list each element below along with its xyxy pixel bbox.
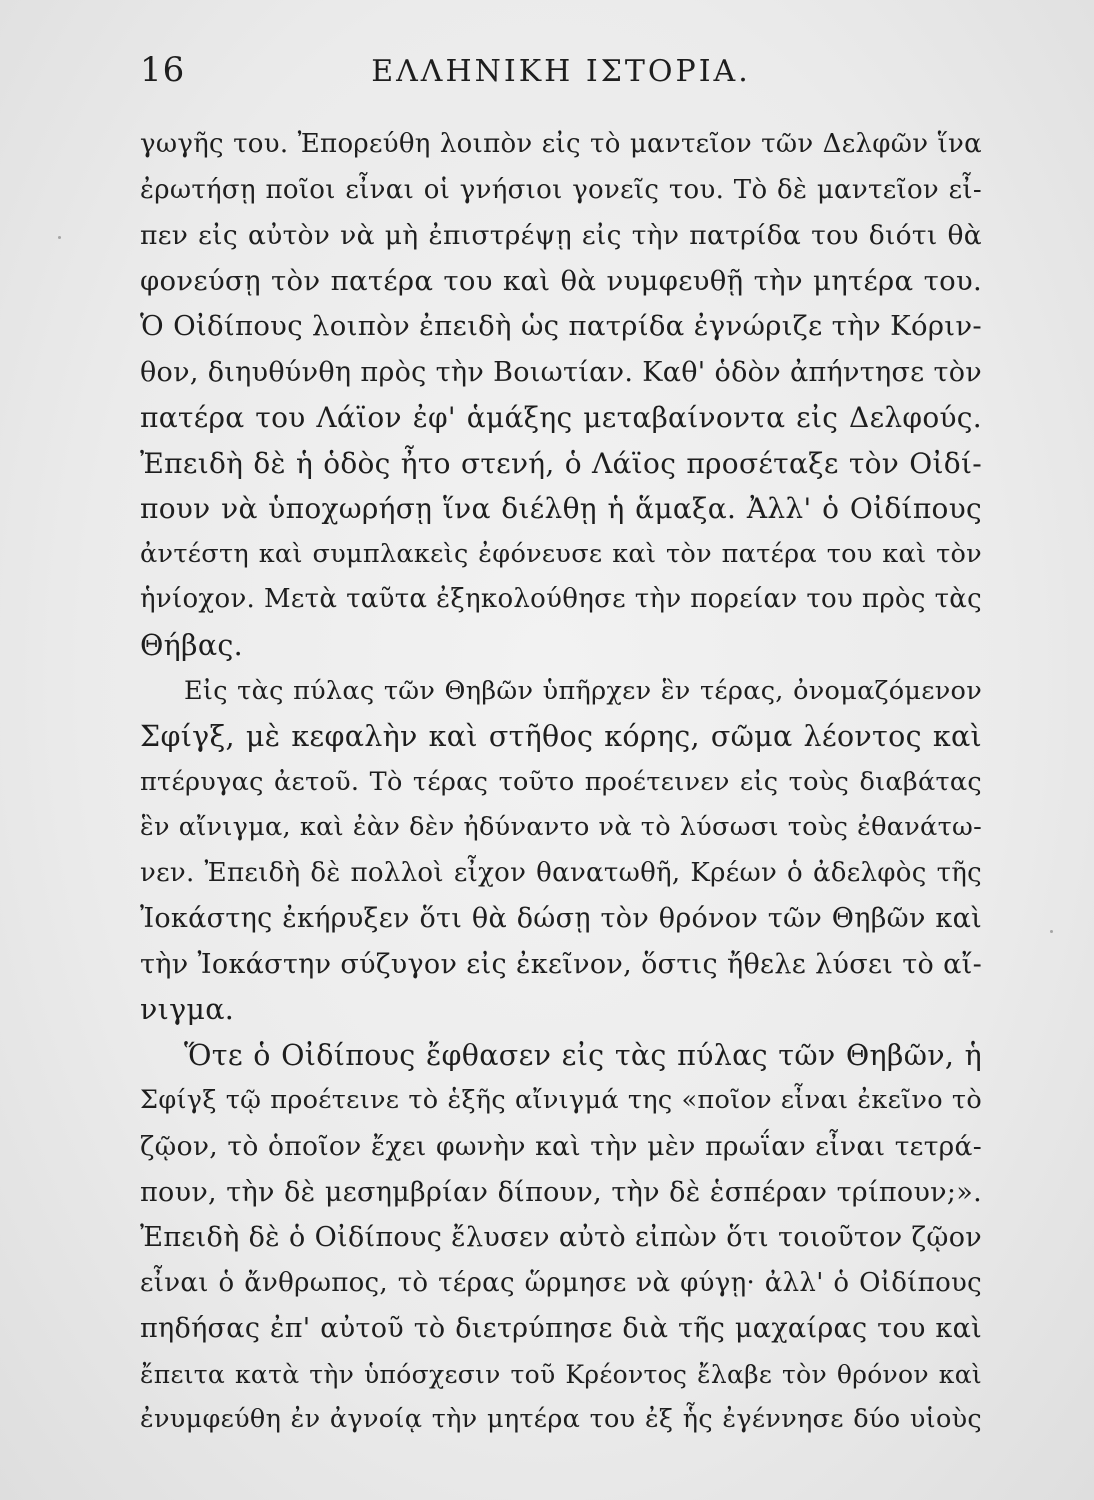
text-line: φονεύσῃ τὸν πατέρα του καὶ θὰ νυμφευθῇ τὴν μητέρα του. bbox=[140, 264, 982, 297]
text-line: πεν εἰς αὐτὸν νὰ μὴ ἐπιστρέψῃ εἰς τὴν πατρίδα του διότι θὰ bbox=[140, 220, 982, 252]
text-line: πηδήσας ἐπ' αὐτοῦ τὸ διετρύπησε διὰ τῆς μαχαίρας του καὶ bbox=[140, 1313, 982, 1345]
text-line: ἡνίοχον. Μετὰ ταῦτα ἐξηκολούθησε τὴν πορείαν του πρὸς τὰς bbox=[140, 584, 982, 615]
text-line: θον, διηυθύνθη πρὸς τὴν Βοιωτίαν. Καθ' ὁδὸν ἀπήντησε τὸν bbox=[140, 356, 982, 388]
text-line: Ἰοκάστης ἐκήρυξεν ὅτι θὰ δώσῃ τὸν θρόνον τῶν Θηβῶν καὶ bbox=[140, 903, 982, 935]
text-line: ἔπειτα κατὰ τὴν ὑπόσχεσιν τοῦ Κρέοντος ἔλαβε τὸν θρόνον καὶ bbox=[140, 1359, 982, 1389]
text-line: Εἰς τὰς πύλας τῶν Θηβῶν ὑπῆρχεν ἓν τέρας, ὀνομαζόμενον bbox=[184, 675, 982, 706]
text-line: εἶναι ὁ ἄνθρωπος, τὸ τέρας ὥρμησε νὰ φύγῃ· ἀλλ' ὁ Οἰδίπους bbox=[140, 1267, 982, 1298]
page-header bbox=[140, 50, 982, 100]
text-line: ἐνυμφεύθη ἐν ἀγνοίᾳ τὴν μητέρα του ἐξ ἧς ἐγέννησε δύο υἱοὺς bbox=[140, 1404, 982, 1435]
paper-speck bbox=[58, 236, 61, 239]
text-line: πατέρα του Λάϊον ἐφ' ἁμάξης μεταβαίνοντα εἰς Δελφούς. bbox=[140, 401, 982, 435]
text-line: Ὅτε ὁ Οἰδίπους ἔφθασεν εἰς τὰς πύλας τῶν Θηβῶν, ἡ bbox=[184, 1038, 982, 1072]
text-line: ἀντέστη καὶ συμπλακεὶς ἐφόνευσε καὶ τὸν πατέρα του καὶ τὸν bbox=[140, 538, 982, 569]
text-line: πτέρυγας ἀετοῦ. Τὸ τέρας τοῦτο προέτεινεν εἰς τοὺς διαβάτας bbox=[140, 766, 982, 797]
text-line: Σφίγξ, μὲ κεφαλὴν καὶ στῆθος κόρης, σῶμα λέοντος καὶ bbox=[140, 720, 982, 754]
text-line: τὴν Ἰοκάστην σύζυγον εἰς ἐκεῖνον, ὅστις ἤθελε λύσει τὸ αἴ- bbox=[140, 948, 982, 980]
running-title: ΕΛΛΗΝΙΚΗ ΙΣΤΟΡΙΑ. bbox=[371, 54, 751, 89]
text-line: νιγμα. bbox=[140, 993, 235, 1027]
text-line: Ἐπειδὴ δὲ ἡ ὁδὸς ἦτο στενή, ὁ Λάϊος προσέταξε τὸν Οἰδί- bbox=[140, 446, 982, 480]
text-line: πουν, τὴν δὲ μεσημβρίαν δίπουν, τὴν δὲ ἑσπέραν τρίπουν;». bbox=[140, 1176, 982, 1208]
text-line: ζῷον, τὸ ὁποῖον ἔχει φωνὴν καὶ τὴν μὲν πρωΐαν εἶναι τετρά- bbox=[140, 1131, 982, 1163]
text-line: νεν. Ἐπειδὴ δὲ πολλοὶ εἶχον θανατωθῆ, Κρέων ὁ ἀδελφὸς τῆς bbox=[140, 857, 982, 888]
text-line: Θήβας. bbox=[140, 629, 243, 663]
body-text bbox=[140, 122, 982, 1443]
page-number: 16 bbox=[140, 50, 186, 90]
text-line: Ἐπειδὴ δὲ ὁ Οἰδίπους ἔλυσεν αὐτὸ εἰπὼν ὅτι τοιοῦτον ζῷον bbox=[140, 1222, 982, 1254]
text-line: πουν νὰ ὑποχωρήσῃ ἵνα διέλθῃ ἡ ἅμαξα. Ἀλλ' ὁ Οἰδίπους bbox=[140, 492, 982, 526]
text-line: γωγῆς του. Ἐπορεύθη λοιπὸν εἰς τὸ μαντεῖον τῶν Δελφῶν ἵνα bbox=[140, 129, 982, 159]
text-line: ἐρωτήσῃ ποῖοι εἶναι οἱ γνήσιοι γονεῖς του. Τὸ δὲ μαντεῖον εἶ- bbox=[140, 174, 982, 205]
text-line: ἓν αἴνιγμα, καὶ ἐὰν δὲν ἠδύναντο νὰ τὸ λύσωσι τοὺς ἐθανάτω- bbox=[140, 812, 982, 843]
text-line: Σφίγξ τῷ προέτεινε τὸ ἑξῆς αἴνιγμά της «ποῖον εἶναι ἐκεῖνο τὸ bbox=[140, 1085, 982, 1116]
text-line: Ὁ Οἰδίπους λοιπὸν ἐπειδὴ ὡς πατρίδα ἐγνώριζε τὴν Κόριν- bbox=[140, 310, 982, 343]
paper-speck bbox=[1050, 930, 1053, 933]
